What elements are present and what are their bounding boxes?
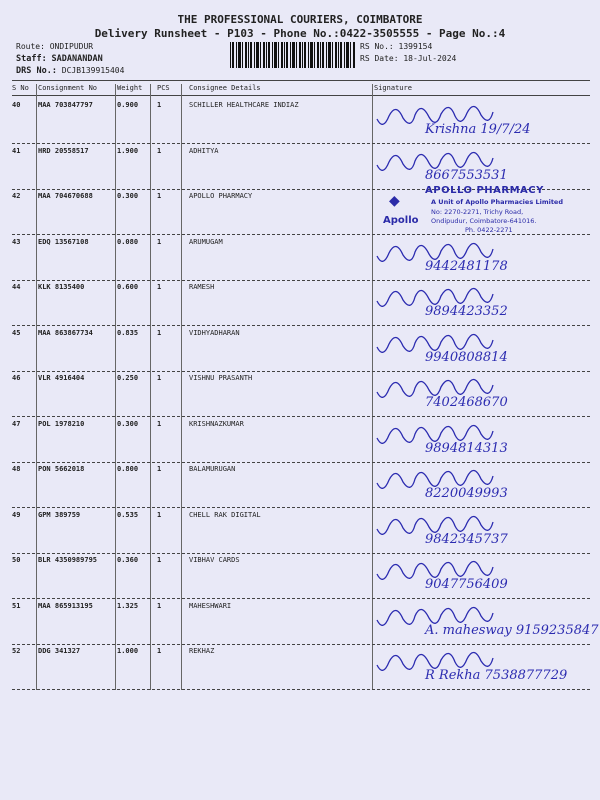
row-weight: 0.360: [117, 556, 139, 564]
row-sno: 49: [12, 510, 21, 519]
rs-no-label: RS No.:: [360, 42, 394, 51]
row-consignment: KLK 8135400: [38, 283, 85, 291]
row-sno: 41: [12, 146, 21, 155]
row-sno: 40: [12, 101, 21, 109]
row-pcs: 1: [157, 328, 162, 337]
row-consignment: MAA 863867734: [38, 328, 93, 337]
company-title: THE PROFESSIONAL COURIERS, COIMBATORE: [177, 13, 423, 26]
apollo-stamp: [383, 185, 583, 243]
rs-date-line: [360, 54, 456, 63]
signature-text: 9940808814: [425, 349, 508, 365]
drs-label: DRS No.:: [16, 66, 57, 76]
row-weight: 0.600: [117, 283, 139, 291]
row-sno: 46: [12, 374, 21, 382]
row-sno: 44: [12, 283, 21, 291]
row-consignment: BLR 4350989795: [38, 556, 98, 564]
stamp-line3: Ondipudur, Coimbatore-641016.: [431, 217, 537, 225]
col-consignee: Consignee Details: [189, 84, 261, 92]
row-consignee: VIBHAV CARDS: [189, 556, 240, 564]
signature-text: 9894814313: [425, 440, 508, 456]
signature-text: 8667553531: [425, 167, 508, 183]
row-pcs: 1: [157, 510, 162, 519]
row-consignment: MAA 865913195: [38, 601, 93, 610]
row-weight: 0.250: [117, 374, 139, 382]
rs-date-value: 18-Jul-2024: [403, 54, 457, 63]
route-label: Route:: [16, 42, 45, 51]
row-divider: [12, 689, 590, 690]
row-consignment: VLR 4916404: [38, 374, 85, 382]
row-consignee: ADHITYA: [189, 146, 219, 155]
signature-handwriting: [365, 370, 600, 414]
apollo-logo-icon: ◆: [389, 193, 400, 209]
signature-text: R Rekha 7538877729: [425, 668, 568, 683]
row-pcs: 1: [157, 237, 162, 246]
row-weight: 1.000: [117, 647, 139, 655]
stamp-line2: No: 2270-2271, Trichy Road,: [431, 208, 524, 216]
row-consignee: SCHILLER HEALTHCARE INDIAZ: [189, 101, 299, 109]
row-consignee: RAMESH: [189, 283, 215, 291]
row-consignment: EDQ 13567108: [38, 237, 89, 246]
signature-text: 8220049993: [425, 486, 508, 501]
row-sno: 47: [12, 419, 21, 428]
row-pcs: 1: [157, 419, 162, 428]
signature-handwriting: [365, 97, 600, 141]
row-sno: 42: [12, 192, 21, 200]
row-pcs: 1: [157, 556, 162, 564]
signature-text: A. mahesway 9159235847: [425, 622, 599, 638]
row-pcs: 1: [157, 647, 162, 655]
row-consignment: PON 5662018: [38, 465, 85, 473]
row-weight: 0.900: [117, 101, 139, 109]
rs-date-label: RS Date:: [360, 54, 399, 63]
row-sno: 51: [12, 601, 21, 610]
row-pcs: 1: [157, 601, 162, 610]
rs-no-value: 1399154: [398, 42, 433, 51]
staff-value: SADANANDAN: [51, 54, 103, 64]
row-consignee: ARUMUGAM: [189, 237, 223, 246]
row-consignee: MAHESHWARI: [189, 601, 232, 610]
row-consignee: VISHNU PRASANTH: [189, 374, 253, 382]
stamp-line4: Ph. 0422-2271: [465, 226, 513, 234]
signature-text: 9894423352: [425, 304, 508, 319]
row-consignment: POL 1978210: [38, 419, 85, 428]
signature-text: 9047756409: [425, 577, 508, 592]
row-weight: 0.800: [117, 465, 139, 473]
rs-no-line: [360, 42, 432, 51]
row-weight: 0.835: [117, 328, 139, 337]
stamp-line1: A Unit of Apollo Pharmacies Limited: [431, 198, 563, 206]
header-top-rule: [12, 80, 590, 81]
signature-handwriting: [365, 279, 600, 323]
signature-text: Krishna 19/7/24: [425, 122, 531, 137]
col-consignment: Consignment No: [38, 84, 98, 92]
row-pcs: 1: [157, 465, 162, 473]
drs-line: [16, 66, 124, 76]
row-weight: 1.325: [117, 601, 139, 610]
row-consignee: VIDHYADHARAN: [189, 328, 240, 337]
row-sno: 48: [12, 465, 21, 473]
row-weight: 0.300: [117, 192, 139, 200]
header-bottom-rule: [12, 95, 590, 96]
signature-handwriting: [365, 325, 600, 369]
row-consignment: HRD 20558517: [38, 146, 89, 155]
drs-value: DCJB139915404: [61, 66, 125, 75]
row-consignment: GPM 389759: [38, 510, 81, 519]
signature-handwriting: [365, 643, 600, 687]
row-consignment: MAA 704670688: [38, 192, 93, 200]
row-weight: 0.080: [117, 237, 139, 246]
route-value: ONDIPUDUR: [49, 42, 94, 51]
col-signature: Signature: [374, 84, 412, 92]
row-pcs: 1: [157, 146, 162, 155]
row-consignee: BALAMURUGAN: [189, 465, 236, 473]
runsheet-subtitle: Delivery Runsheet - P103 - Phone No.:0422-3505555 - Page No.:4: [94, 27, 506, 40]
row-consignee: APOLLO PHARMACY: [189, 192, 253, 200]
signature-handwriting: [365, 507, 600, 551]
signature-text: 7402468670: [425, 395, 508, 410]
row-sno: 52: [12, 647, 21, 655]
row-sno: 50: [12, 556, 21, 564]
row-pcs: 1: [157, 283, 162, 291]
route-line: [16, 42, 93, 51]
col-sno: S No: [12, 84, 29, 92]
staff-label: Staff:: [16, 54, 47, 64]
signature-handwriting: [365, 598, 600, 642]
barcode: [230, 42, 355, 68]
signature-handwriting: [365, 143, 600, 187]
stamp-name: APOLLO PHARMACY: [425, 185, 544, 196]
row-sno: 45: [12, 328, 21, 337]
signature-handwriting: [365, 416, 600, 460]
row-weight: 1.900: [117, 146, 139, 155]
staff-line: [16, 54, 103, 64]
stamp-brand: Apollo: [383, 215, 419, 226]
row-consignee: REKHAZ: [189, 647, 215, 655]
row-weight: 0.535: [117, 510, 139, 519]
col-pcs: PCS: [157, 84, 170, 92]
row-consignee: CHELL RAK DIGITAL: [189, 510, 261, 519]
signature-handwriting: [365, 552, 600, 596]
signature-text: 9442481178: [425, 258, 508, 274]
row-consignment: MAA 703847797: [38, 101, 93, 109]
signature-text: 9842345737: [425, 531, 508, 547]
row-pcs: 1: [157, 374, 162, 382]
row-sno: 43: [12, 237, 21, 246]
row-consignment: DDG 341327: [38, 647, 81, 655]
signature-handwriting: [365, 461, 600, 505]
row-pcs: 1: [157, 192, 162, 200]
row-consignee: KRISHNAZKUMAR: [189, 419, 244, 428]
col-weight: Weight: [117, 84, 143, 92]
row-weight: 0.300: [117, 419, 139, 428]
row-pcs: 1: [157, 101, 162, 109]
